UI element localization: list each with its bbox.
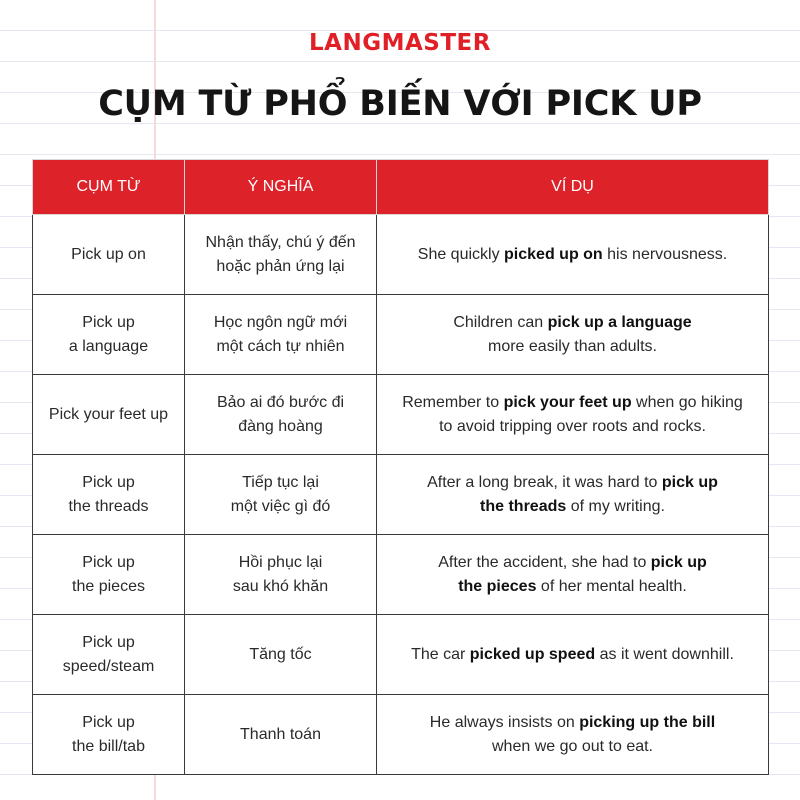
- meaning-cell-line: một cách tự nhiên: [216, 337, 345, 355]
- table-row: [33, 455, 769, 535]
- example-cell: [377, 295, 769, 375]
- phrase-cell-line: Pick up: [82, 473, 135, 491]
- phrase-cell: [33, 535, 185, 615]
- table-row: [33, 215, 769, 295]
- example-text: The car: [411, 645, 470, 663]
- example-cell: [377, 455, 769, 535]
- meaning-cell: [185, 535, 377, 615]
- example-text: of her mental health.: [536, 577, 687, 595]
- example-cell: [377, 375, 769, 455]
- example-cell: [377, 535, 769, 615]
- meaning-cell-line: Tiếp tục lại: [242, 473, 319, 491]
- example-cell: [377, 615, 769, 695]
- example-cell: [377, 695, 769, 775]
- example-cell: [377, 215, 769, 295]
- phrase-cell-line: Pick up: [82, 713, 135, 731]
- table-row: [33, 615, 769, 695]
- phrase-cell-line: a language: [68, 337, 149, 355]
- highlighted-phrase: pick your feet up: [503, 393, 632, 411]
- phrase-cell: [33, 215, 185, 295]
- highlighted-phrase: pick up: [661, 473, 718, 491]
- highlighted-phrase: pick up: [650, 553, 707, 571]
- meaning-cell: [185, 695, 377, 775]
- meaning-cell-line: Thanh toán: [240, 725, 321, 743]
- meaning-cell-line: đàng hoàng: [238, 417, 323, 435]
- page-title: CỤM TỪ PHỔ BIẾN VỚI PICK UP: [98, 84, 702, 124]
- example-text: as it went downhill.: [595, 645, 734, 663]
- phrase-cell: [33, 295, 185, 375]
- meaning-cell: [185, 295, 377, 375]
- phrase-cell-line: Pick up: [82, 633, 135, 651]
- meaning-cell: [185, 375, 377, 455]
- meaning-cell-line: một việc gì đó: [230, 497, 331, 515]
- meaning-cell: [185, 615, 377, 695]
- header-example: VÍ DỤ: [377, 160, 769, 215]
- meaning-cell-line: Hồi phục lại: [238, 553, 323, 571]
- meaning-cell-line: sau khó khăn: [232, 577, 329, 595]
- meaning-cell-line: Học ngôn ngữ mới: [213, 313, 348, 331]
- example-text: his nervousness.: [602, 245, 728, 263]
- phrase-cell-line: Pick your feet up: [48, 405, 169, 423]
- example-text: to avoid tripping over roots and rocks.: [439, 417, 706, 435]
- example-text: of my writing.: [566, 497, 665, 515]
- phrase-cell-line: the pieces: [72, 577, 145, 595]
- table-header: [33, 160, 769, 215]
- phrase-cell: [33, 615, 185, 695]
- phrase-cell-line: the threads: [68, 497, 149, 515]
- meaning-cell-line: Nhận thấy, chú ý đến: [205, 233, 356, 251]
- highlighted-phrase: picked up on: [504, 245, 603, 263]
- meaning-cell: [185, 215, 377, 295]
- table-body: [33, 215, 769, 775]
- table-row: [33, 695, 769, 775]
- meaning-cell: [185, 455, 377, 535]
- phrase-cell-line: Pick up: [82, 553, 135, 571]
- example-text: Remember to: [402, 393, 504, 411]
- phrase-cell: [33, 375, 185, 455]
- meaning-cell-line: Bảo ai đó bước đi: [216, 393, 345, 411]
- phrase-cell: [33, 695, 185, 775]
- brand-logo: LANGMASTER: [309, 30, 491, 56]
- example-text: when go hiking: [631, 393, 743, 411]
- highlighted-phrase: the pieces: [458, 577, 537, 595]
- header-phrase: CỤM TỪ: [33, 160, 185, 215]
- highlighted-phrase: the threads: [480, 497, 567, 515]
- header-row: [33, 160, 769, 215]
- meaning-cell-line: Tăng tốc: [249, 645, 312, 663]
- table-row: [33, 535, 769, 615]
- header-meaning: Ý NGHĨA: [185, 160, 377, 215]
- example-text: Children can: [453, 313, 548, 331]
- example-text: when we go out to eat.: [492, 737, 653, 755]
- example-text: She quickly: [417, 245, 505, 263]
- example-text: He always insists on: [429, 713, 580, 731]
- table-row: [33, 295, 769, 375]
- phrase-cell-line: Pick up: [82, 313, 135, 331]
- phrase-cell-line: speed/steam: [62, 657, 155, 675]
- phrase-cell-line: the bill/tab: [72, 737, 145, 755]
- highlighted-phrase: picked up speed: [469, 645, 596, 663]
- table-row: [33, 375, 769, 455]
- phrase-cell: [33, 455, 185, 535]
- example-text: more easily than adults.: [488, 337, 657, 355]
- example-text: After the accident, she had to: [438, 553, 651, 571]
- highlighted-phrase: picking up the bill: [579, 713, 716, 731]
- phrases-table: [32, 159, 769, 775]
- phrase-cell-line: Pick up on: [71, 245, 146, 263]
- meaning-cell-line: hoặc phản ứng lại: [216, 257, 345, 275]
- example-text: After a long break, it was hard to: [427, 473, 662, 491]
- highlighted-phrase: pick up a language: [547, 313, 692, 331]
